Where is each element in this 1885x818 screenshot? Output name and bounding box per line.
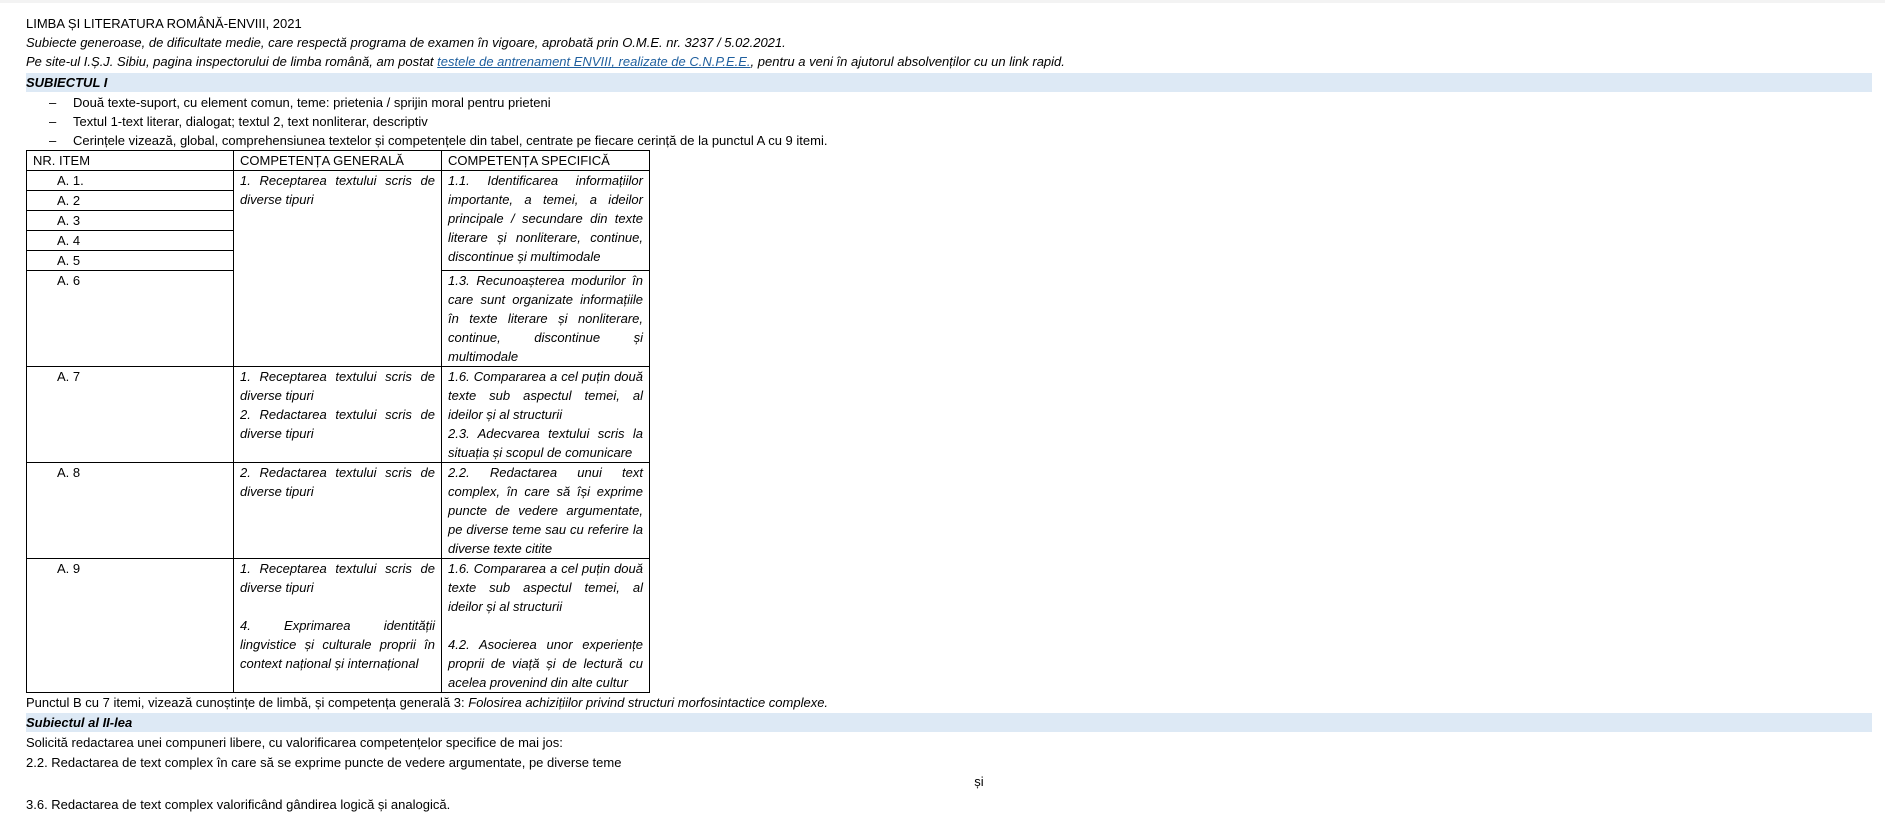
item-a7: A. 7 [27,367,234,463]
document-title: LIMBA ȘI LITERATURA ROMÂNĂ-ENVIII, 2021 [26,16,302,31]
training-tests-link[interactable]: testele de antrenament ENVIII, realizate de C.N.P.E.E. [437,54,751,70]
punct-b-line: Punctul B cu 7 itemi, vizează cunoștințe de limbă, și competența generală 3: Folosirea achizițiilor privind structuri morfosintactice complexe. [26,695,829,711]
document-body [26,14,1872,814]
cg-cell-9: 1. Receptarea textului scris de diverse tipuri 4. Exprimarea identității lingvistice și culturale proprii în context național și internațional [234,559,442,693]
table-row [27,367,650,463]
site-line-before: Pe site-ul I.Ș.J. Sibiu, pagina inspectorului de limba română, am postat [26,54,438,70]
cg-cell-8: 2. Redactarea textului scris de diverse tipuri [234,463,442,559]
table-row [27,559,650,693]
cs-cell-6: 1.3. Recunoașterea modurilor în care sunt organizate informațiile în texte literare și nonliterare, continue, discontinue și multimodale [442,271,650,367]
bullet-dash: – [49,113,57,129]
table-header-row [27,151,650,171]
item-a4: A. 4 [27,231,234,251]
header-nr-item: NR. ITEM [27,151,234,171]
bullet-dash: – [49,132,57,148]
list-item: – Cerințele vizează, global, comprehensiunea textelor și competențele din tabel, centrate pe fiecare cerință de la punctul A cu 9 itemi. [49,131,1872,150]
item-a6: A. 6 [27,271,234,367]
last-line: 3.6. Redactarea de text complex valorificând gândirea logică și analogică. [26,796,451,812]
item-a9: A. 9 [27,559,234,693]
cg-cell-1: 1. Receptarea textului scris de diverse tipuri [234,171,442,367]
item-a1: A. 1. [27,171,234,191]
table-row [27,463,650,559]
intro-line: Subiecte generoase, de dificultate medie, care respectă programa de examen în vigoare, aprobată prin O.M.E. nr. 3237 / 5.02.2021. [26,35,786,51]
header-general-competence: COMPETENȚA GENERALĂ [234,151,442,171]
cs-cell-9: 1.6. Compararea a cel puțin două texte sub aspectul temei, al ideilor și al structurii 4.2. Asocierea unor experiențe proprii de viață și de lectură cu acelea provenind din alte cultur [442,559,650,693]
bullet-list [26,93,1872,151]
cg-cell-7: 1. Receptarea textului scris de diverse tipuri 2. Redactarea textului scris de diverse tipuri [234,367,442,463]
competence-table [26,150,650,693]
cs-cell-8: 2.2. Redactarea unui text complex, în care să își exprime puncte de vedere argumentate, pe diverse teme sau cu referire la diverse texte citite [442,463,650,559]
list-item: – Textul 1-text literar, dialogat; textul 2, text nonliterar, descriptiv [49,112,1872,131]
item-a8: A. 8 [27,463,234,559]
section2-heading: Subiectul al II-lea [26,713,1872,732]
item-a2: A. 2 [27,191,234,211]
top-edge [0,0,1885,3]
bullet-dash: – [49,94,57,110]
site-line-after: , pentru a veni în ajutorul absolvenților cu un link rapid. [750,54,1065,70]
site-line [26,52,1872,71]
cs-cell-7: 1.6. Compararea a cel puțin două texte sub aspectul temei, al ideilor și al structurii 2.3. Adecvarea textului scris la situația și scopul de comunicare [442,367,650,463]
item-a5: A. 5 [27,251,234,271]
centered-si: și [974,773,984,789]
cs-cell-1: 1.1. Identificarea informațiilor importante, a temei, a ideilor principale / secundare din texte literare și nonliterare, continue, discontinue și multimodale [442,171,650,271]
list-item: – Două texte-suport, cu element comun, teme: prietenia / sprijin moral pentru prieteni [49,93,1872,112]
section1-heading: SUBIECTUL I [26,73,1872,92]
table-row [27,171,650,191]
item-a3: A. 3 [27,211,234,231]
section2-line-2: 2.2. Redactarea de text complex în care să se exprime puncte de vedere argumentate, pe diverse teme [26,754,622,770]
section2-line-1: Solicită redactarea unei compuneri libere, cu valorificarea competențelor specifice de mai jos: [26,735,563,751]
header-specific-competence: COMPETENȚA SPECIFICĂ [442,151,650,171]
